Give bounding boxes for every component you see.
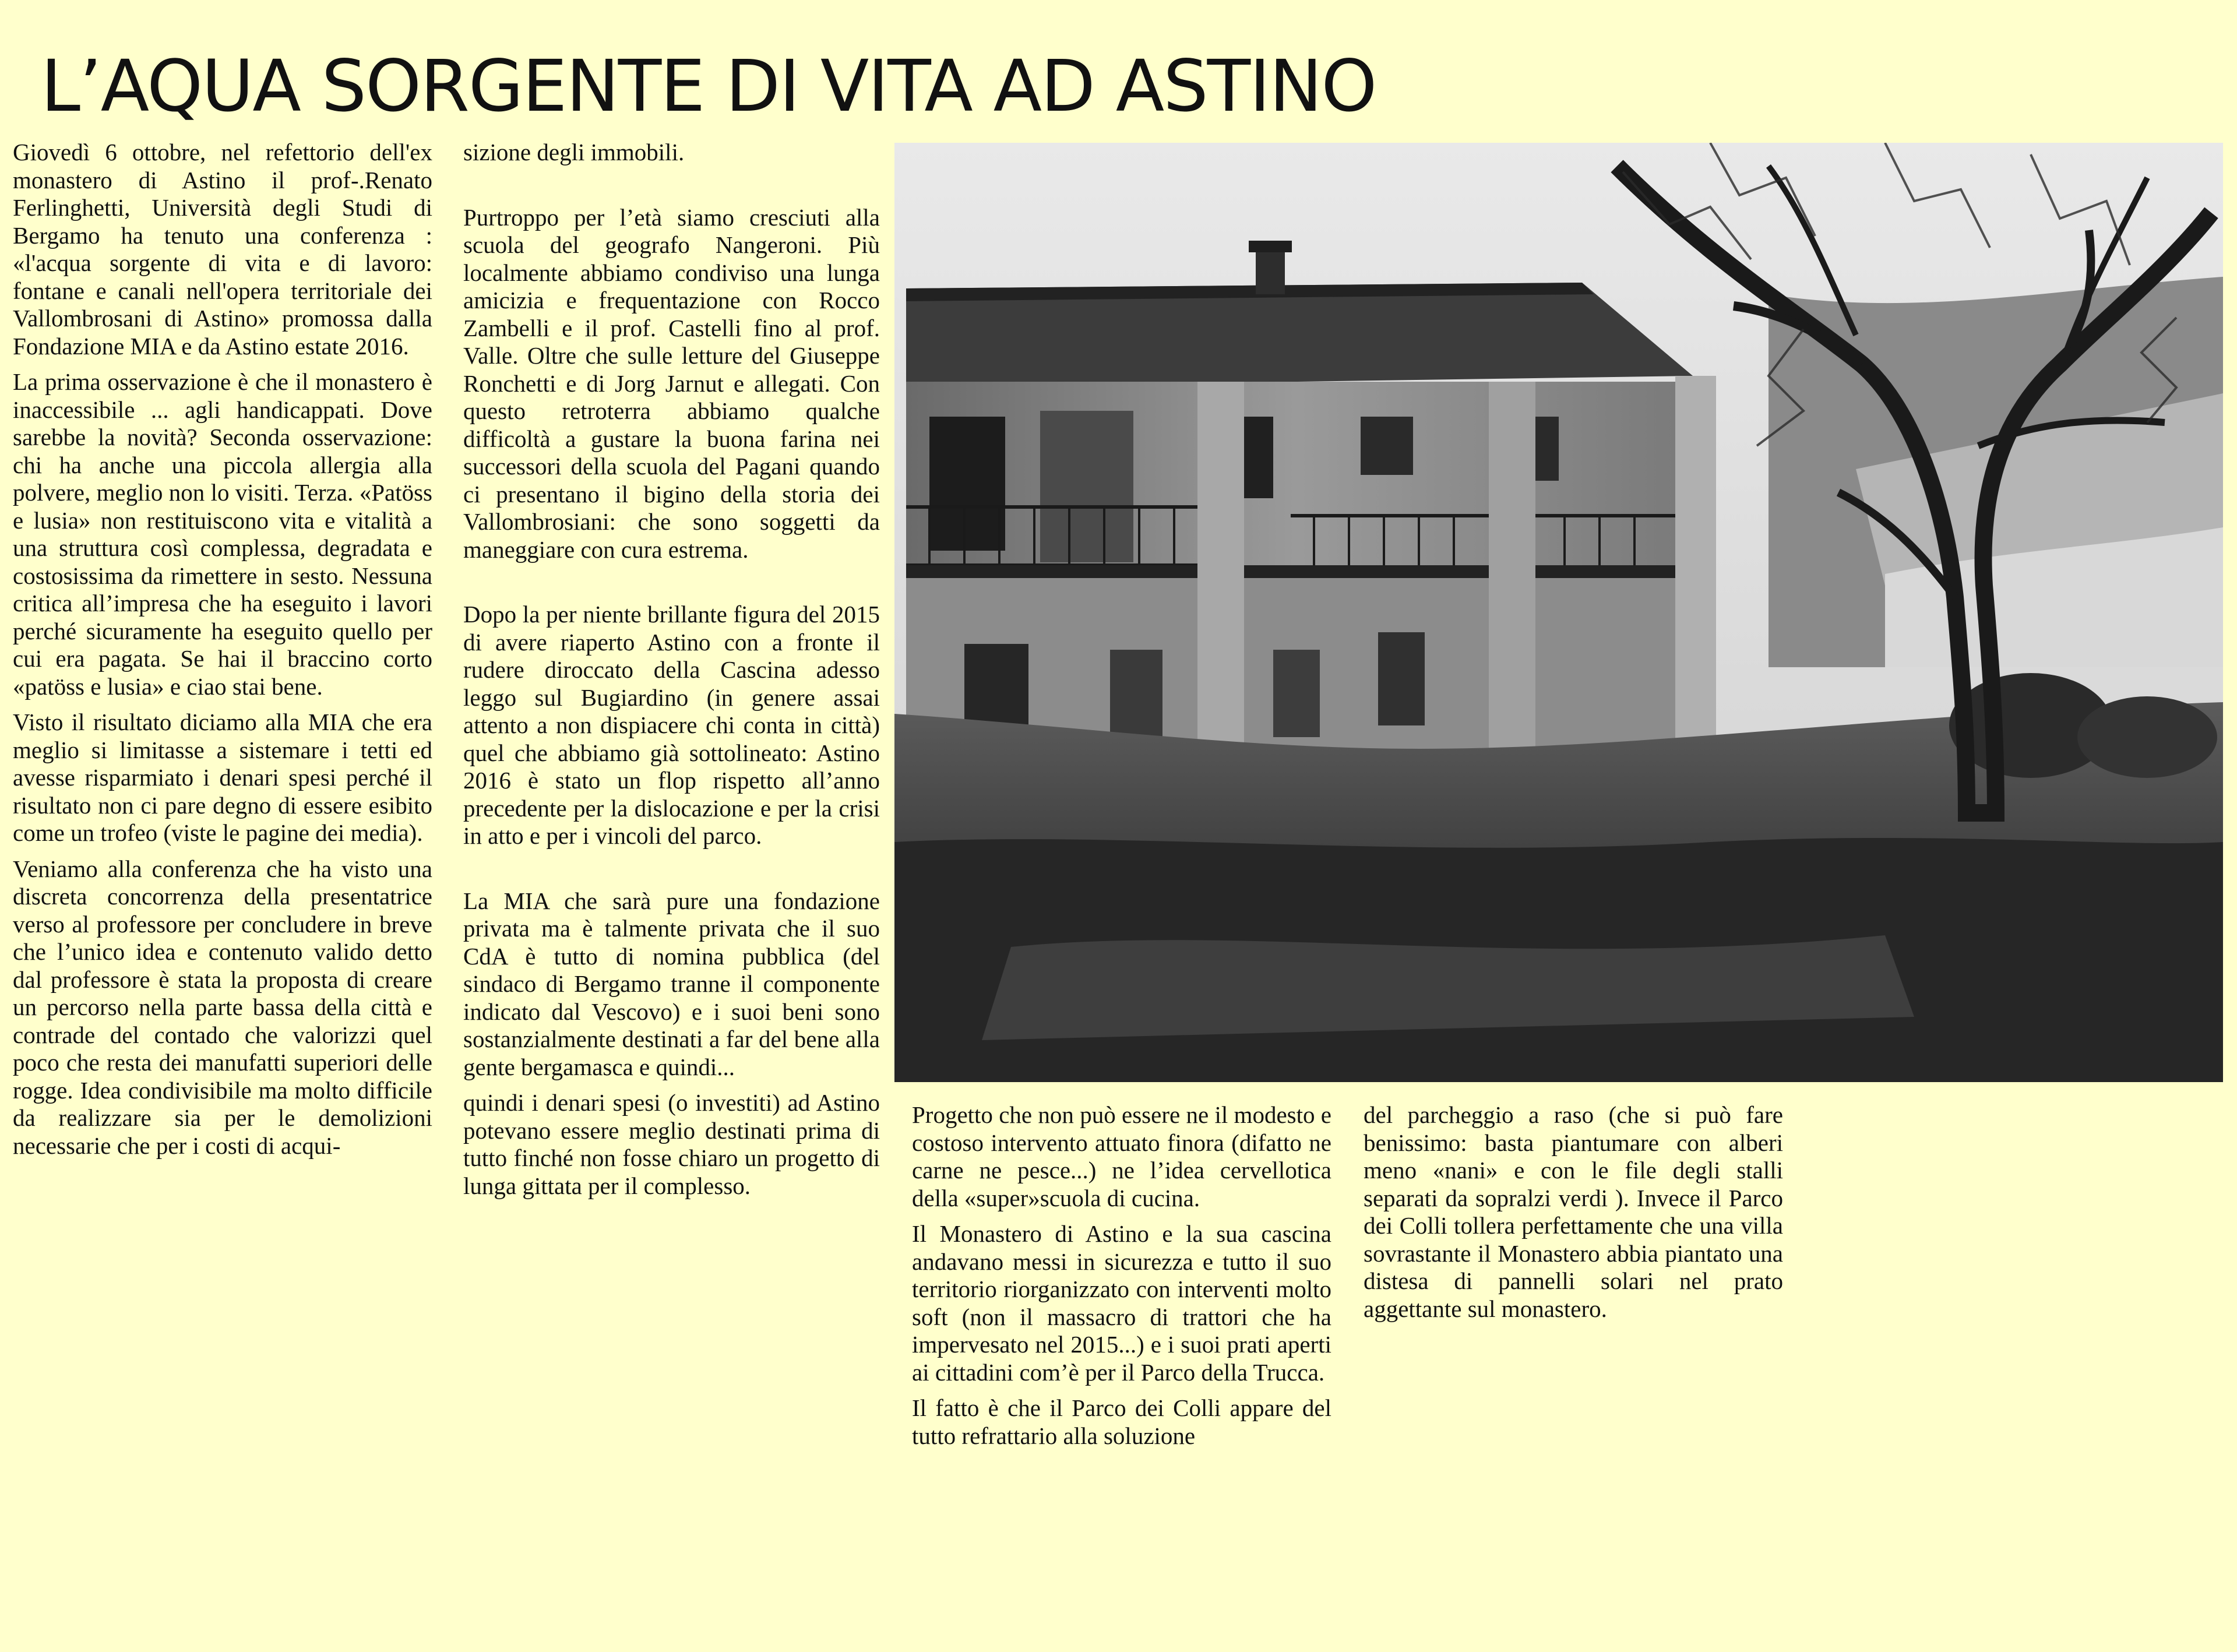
paragraph: La MIA che sarà pure una fondazione privata ma è talmente privata che il suo CdA è tutto di nomina pubblica (del sindaco di Bergamo tranne il componente indicato dal Vescovo) e i suoi beni sono sostanzialmente destinati a far del bene alla gente bergamasca e quindi... bbox=[463, 887, 880, 1080]
paragraph: Dopo la per niente brillante figura del 2015 di avere riaperto Astino con a fronte il rudere diroccato della Cascina adesso leggo sul Bugiardino (in genere assai attento a non dispiacere chi conta in città) quel che abbiamo già sottolineato: Astino 2016 è stato un flop rispetto all’anno precedente per la dislocazione e per la crisi in atto e per i vincoli del parco. bbox=[463, 601, 880, 849]
text-column-2 bbox=[463, 139, 880, 1208]
text-column-4 bbox=[1364, 1101, 1783, 1331]
paragraph: Visto il risultato diciamo alla MIA che era meglio si limitasse a sistemare i tetti ed avesse risparmiato i denari spesi perché il risultato non ci pare degno di essere esibito come un trofeo (viste le pagine dei media). bbox=[13, 709, 432, 846]
paragraph: sizione degli immobili. bbox=[463, 139, 685, 165]
text-column-3 bbox=[912, 1101, 1331, 1458]
paragraph: Il Monastero di Astino e la sua cascina andavano messi in sicurezza e tutto il suo territorio riorganizzato con interventi molto soft (non il massacro di trattori che ha impervesato nel 2015...) e i suoi prati aperti ai cittadini com’è per il Parco della Trucca. bbox=[912, 1220, 1331, 1386]
paragraph: Veniamo alla conferenza che ha visto una discreta concorrenza della presentatrice verso al professore per concludere in breve che l’unico idea e contenuto valido detto dal professore è stata la proposta di creare un percorso nella parte bassa della città e contrade del contado che valorizzi quel poco che resta dei manufatti superiori delle rogge. Idea condivisibile ma molto difficile da realizzare sia per le demolizioni necessarie che per i costi di acqui- bbox=[13, 855, 432, 1159]
farmhouse-photo bbox=[894, 143, 2223, 1082]
text-column-1 bbox=[13, 139, 432, 1168]
paragraph: quindi i denari spesi (o investiti) ad Astino potevano essere meglio destinati prima di tutto finché non fosse chiaro un progetto di lunga gittata per il complesso. bbox=[463, 1089, 880, 1199]
paragraph: del parcheggio a raso (che si può fare benissimo: basta piantumare con alberi meno «nani» e con le file degli stalli separati da sopralzi verdi ). Invece il Parco dei Colli tollera perfettamente che una villa sovrastante il Monastero abbia piantato una distesa di pannelli solari nel prato aggettante sul monastero. bbox=[1364, 1101, 1783, 1322]
paragraph: Giovedì 6 ottobre, nel refettorio dell'ex monastero di Astino il prof-.Renato Ferlinghetti, Università degli Studi di Bergamo ha tenuto una conferenza : «l'acqua sorgente di vita e di lavoro: fontane e canali nell'opera territoriale dei Vallombrosani di Astino» promossa dalla Fondazione MIA e da Astino estate 2016. bbox=[13, 139, 432, 360]
paragraph: Purtroppo per l’età siamo cresciuti alla scuola del geografo Nangeroni. Più localmente abbiamo condiviso una lunga amicizia e frequentazione con Rocco Zambelli e il prof. Castelli fino al prof. Valle. Oltre che sulle letture del Giuseppe Ronchetti e di Jorg Jarnut e allegati. Con questo retroterra abbiamo qualche difficoltà a gustare la buona farina nei successori della scuola del Pagani quando ci presentano il bigino della storia dei Vallombrosiani: che sono soggetti da maneggiare con cura estrema. bbox=[463, 203, 880, 563]
paragraph: Il fatto è che il Parco dei Colli appare del tutto refrattario alla soluzione bbox=[912, 1394, 1331, 1449]
paragraph: La prima osservazione è che il monastero è inaccessibile ... agli handicappati. Dove sarebbe la novità? Seconda osservazione: chi ha anche una piccola allergia alla polvere, meglio non lo visiti. Terza. «Patöss e lusia» non restituiscono vita e vitalità a una struttura così complessa, degradata e costosissima da rimettere in sesto. Nessuna critica all’impresa che ha eseguito i lavori perché sicuramente ha eseguito quello per cui era pagata. Se hai il braccino corto «patöss e lusia» e ciao stai bene. bbox=[13, 368, 432, 700]
paragraph: Progetto che non può essere ne il modesto e costoso intervento attuato finora (difatto ne carne ne pesce...) ne l’idea cervellotica della «super»scuola di cucina. bbox=[912, 1101, 1331, 1211]
article-title: L’AQUA SORGENTE DI VITA AD ASTINO bbox=[41, 45, 1376, 128]
